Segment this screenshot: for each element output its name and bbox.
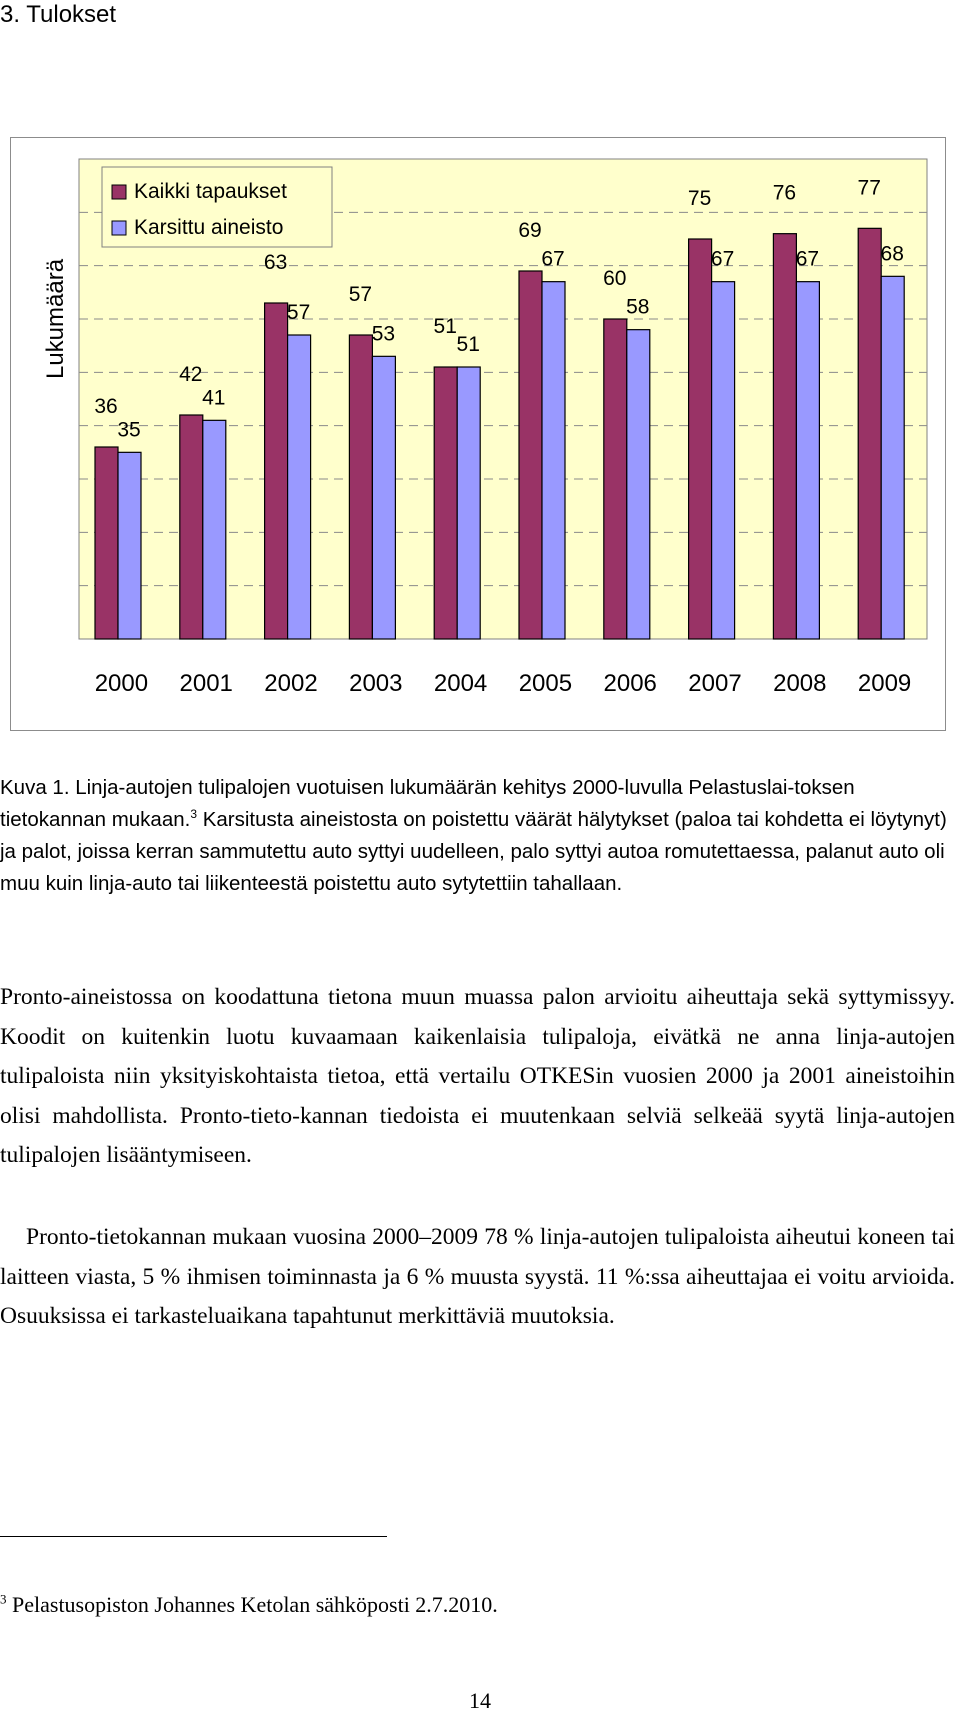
figure-caption xyxy=(0,772,950,900)
x-tick-label: 2002 xyxy=(264,670,318,697)
x-tick-label: 2003 xyxy=(349,670,403,697)
data-label-kaikki: 42 xyxy=(179,363,203,386)
data-label-karsittu: 67 xyxy=(795,247,820,271)
x-tick-label: 2001 xyxy=(179,670,233,697)
data-label-kaikki: 69 xyxy=(518,219,542,242)
data-label-kaikki: 57 xyxy=(348,283,373,306)
bar-kaikki-tapaukset xyxy=(434,367,457,639)
bar-kaikki-tapaukset xyxy=(349,335,372,639)
bar-karsittu-aineisto xyxy=(796,282,819,639)
x-tick-label: 2007 xyxy=(688,670,742,697)
data-label-karsittu: 41 xyxy=(202,386,226,410)
body-paragraph-2: Pronto-tietokannan mukaan vuosina 2000–2009 78 % linja-autojen tulipaloista aiheutui koneen tai laitteen viasta, 5 % ihmisen toiminnasta ja 6 % muusta syystä. 11 %:ssa aiheuttajaa ei voitu arvioida. Osuuksissa ei tarkasteluaikana tapahtunut merkittäviä muutoksia. xyxy=(0,1224,955,1329)
bar-kaikki-tapaukset xyxy=(773,234,796,639)
data-label-kaikki: 36 xyxy=(94,395,118,418)
caption-text: Kuva 1. Linja-autojen tulipalojen vuotuisen lukumäärän kehitys 2000-luvulla Pelastuslai-toksen tietokannan mukaan. xyxy=(0,776,855,831)
footnote xyxy=(0,1590,498,1620)
chart-figure xyxy=(10,137,946,731)
bar-karsittu-aineisto xyxy=(118,452,141,639)
x-tick-label: 2000 xyxy=(94,670,149,697)
data-label-kaikki: 63 xyxy=(263,251,288,274)
data-label-karsittu: 67 xyxy=(710,247,735,271)
bar-karsittu-aineisto xyxy=(881,276,904,639)
footnote-reference: 3 xyxy=(190,807,198,822)
bar-karsittu-aineisto xyxy=(542,282,565,639)
data-label-kaikki: 77 xyxy=(857,176,881,200)
bar-kaikki-tapaukset xyxy=(95,447,118,639)
bar-kaikki-tapaukset xyxy=(858,228,881,639)
x-tick-label: 2009 xyxy=(857,670,912,697)
legend-swatch-karsittu-aineisto xyxy=(112,221,126,235)
data-label-karsittu: 57 xyxy=(286,301,311,324)
bar-karsittu-aineisto xyxy=(372,356,395,639)
x-tick-label: 2005 xyxy=(518,670,573,697)
bar-kaikki-tapaukset xyxy=(265,303,288,639)
caption-note: Karsitusta aineistosta on poistettu väärät hälytykset (paloa tai kohdetta ei löytynyt) ja palot, joissa kerran sammutettu auto syttyi uudelleen, palo syttyi autoa romutettaessa, palanut auto oli muu kuin linja-auto tai liikenteestä poistettu auto sytytettiin tahallaan. xyxy=(0,808,947,895)
bar-kaikki-tapaukset xyxy=(689,239,712,639)
data-label-kaikki: 76 xyxy=(772,181,797,205)
y-axis-label: Lukumäärä xyxy=(42,258,69,380)
section-heading: 3. Tulokset xyxy=(0,1,117,28)
legend-label-karsittu-aineisto: Karsittu aineisto xyxy=(134,216,284,239)
footnote-text: Pelastusopiston Johannes Ketolan sähköposti 2.7.2010. xyxy=(12,1592,498,1617)
bar-chart xyxy=(11,138,945,730)
bar-kaikki-tapaukset xyxy=(604,319,627,639)
data-label-karsittu: 58 xyxy=(626,295,650,319)
body-paragraph-1: Pronto-aineistossa on koodattuna tietona muun muassa palon arvioitu aiheuttaja sekä syttymissyy. Koodit on kuitenkin luotu kuvaamaan kaikenlaisia tulipaloja, eivätkä ne anna linja-autojen tulipaloista niin yksityiskohtaista tietoa, että vertailu OTKESin vuosien 2000 ja 2001 aineistoihin olisi mahdollista. Pronto-tieto-kannan tiedoista ei muutenkaan selviä selkeää syytä linja-autojen tulipalojen lisääntymiseen. xyxy=(0,984,955,1168)
data-label-kaikki: 60 xyxy=(603,267,627,290)
data-label-karsittu: 67 xyxy=(541,247,565,271)
bar-kaikki-tapaukset xyxy=(180,415,203,639)
bar-karsittu-aineisto xyxy=(712,282,735,639)
footnote-separator xyxy=(0,1536,387,1537)
legend-label-kaikki-tapaukset: Kaikki tapaukset xyxy=(134,180,287,203)
data-label-karsittu: 35 xyxy=(117,418,141,442)
x-tick-label: 2006 xyxy=(603,670,657,697)
data-label-karsittu: 68 xyxy=(880,242,904,266)
x-tick-label: 2004 xyxy=(433,670,488,697)
data-label-kaikki: 75 xyxy=(687,187,712,210)
bar-karsittu-aineisto xyxy=(457,367,480,639)
data-label-kaikki: 51 xyxy=(433,315,457,338)
bar-karsittu-aineisto xyxy=(288,335,311,639)
x-tick-label: 2008 xyxy=(773,670,827,697)
data-label-karsittu: 53 xyxy=(371,322,396,346)
footnote-number: 3 xyxy=(0,1591,7,1607)
bar-kaikki-tapaukset xyxy=(519,271,542,639)
legend-swatch-kaikki-tapaukset xyxy=(112,185,126,199)
bar-karsittu-aineisto xyxy=(627,330,650,639)
data-label-karsittu: 51 xyxy=(456,333,480,356)
page-number: 14 xyxy=(469,1688,491,1713)
bar-karsittu-aineisto xyxy=(203,420,226,639)
